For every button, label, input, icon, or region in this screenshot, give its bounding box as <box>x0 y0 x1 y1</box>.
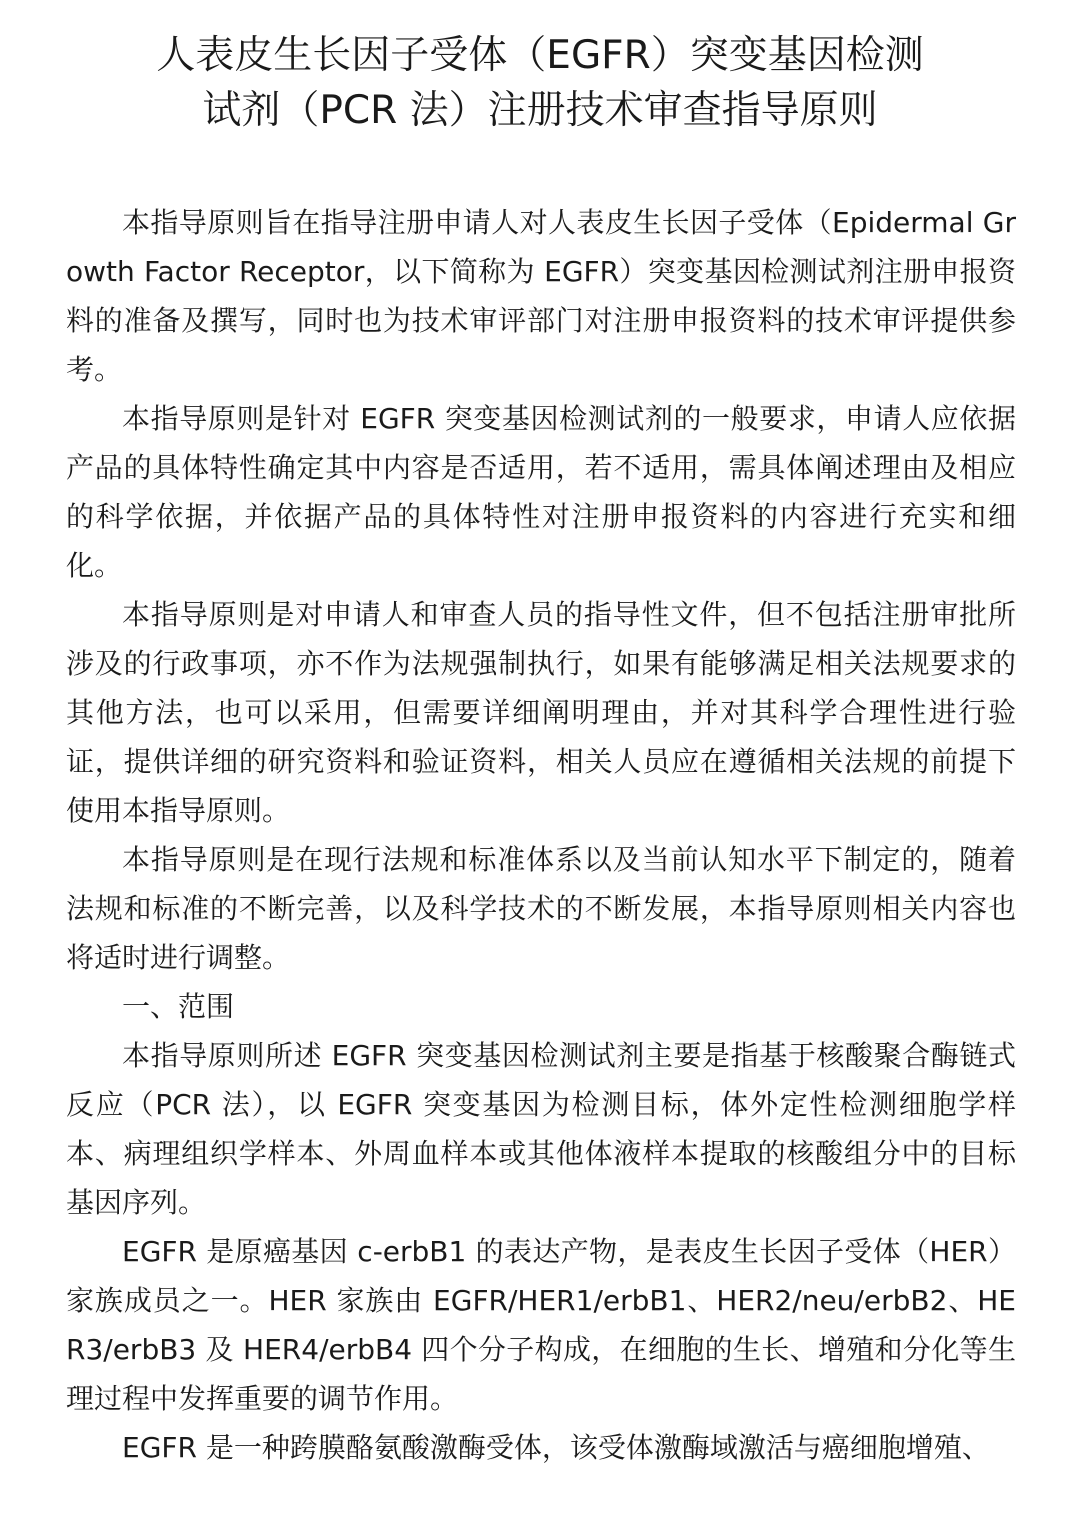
paragraph-general-requirements: 本指导原则是针对 EGFR 突变基因检测试剂的一般要求，申请人应依据产品的具体特性确定其中内容是否适用，若不适用，需具体阐述理由及相应的科学依据，并依据产品的具体特性对注册申报资料的内容进行充实和细化。 <box>66 402 1016 582</box>
paragraph-egfr-receptor: EGFR 是一种跨膜酪氨酸激酶受体，该受体激酶域激活与癌细胞增殖、 <box>122 1431 990 1464</box>
paragraph-egfr-background: EGFR 是原癌基因 c-erbB1 的表达产物，是表皮生长因子受体（HER）家族成员之一。HER 家族由 EGFR/HER1/erbB1、HER2/neu/erbB2、HER3/erbB3 及 HER4/erbB4 四个分子构成，在细胞的生长、增殖和分化等生理过程中发挥重要的调节作用。 <box>66 1235 1016 1415</box>
paragraph-scope-definition: 本指导原则所述 EGFR 突变基因检测试剂主要是指基于核酸聚合酶链式反应（PCR 法），以 EGFR 突变基因为检测目标，体外定性检测细胞学样本、病理组织学样本、外周血样本或其他体液样本提取的核酸组分中的目标基因序列。 <box>66 1039 1016 1219</box>
paragraph-revision-note: 本指导原则是在现行法规和标准体系以及当前认知水平下制定的，随着法规和标准的不断完善，以及科学技术的不断发展，本指导原则相关内容也将适时进行调整。 <box>66 843 1016 974</box>
document-title-line-2: 试剂（PCR 法）注册技术审查指导原则 <box>202 88 878 133</box>
document-title-line-1: 人表皮生长因子受体（EGFR）突变基因检测 <box>156 33 924 78</box>
document-body <box>66 198 1016 1472</box>
document-title <box>0 28 1080 138</box>
section-heading-scope: 一、范围 <box>122 990 235 1023</box>
paragraph-guidance-nature: 本指导原则是对申请人和审查人员的指导性文件，但不包括注册审批所涉及的行政事项，亦不作为法规强制执行，如果有能够满足相关法规要求的其他方法，也可以采用，但需要详细阐明理由，并对其科学合理性进行验证，提供详细的研究资料和验证资料，相关人员应在遵循相关法规的前提下使用本指导原则。 <box>66 598 1016 827</box>
paragraph-purpose: 本指导原则旨在指导注册申请人对人表皮生长因子受体（Epidermal Growth Factor Receptor，以下简称为 EGFR）突变基因检测试剂注册申报资料的准备及撰写，同时也为技术审评部门对注册申报资料的技术审评提供参考。 <box>66 206 1016 386</box>
